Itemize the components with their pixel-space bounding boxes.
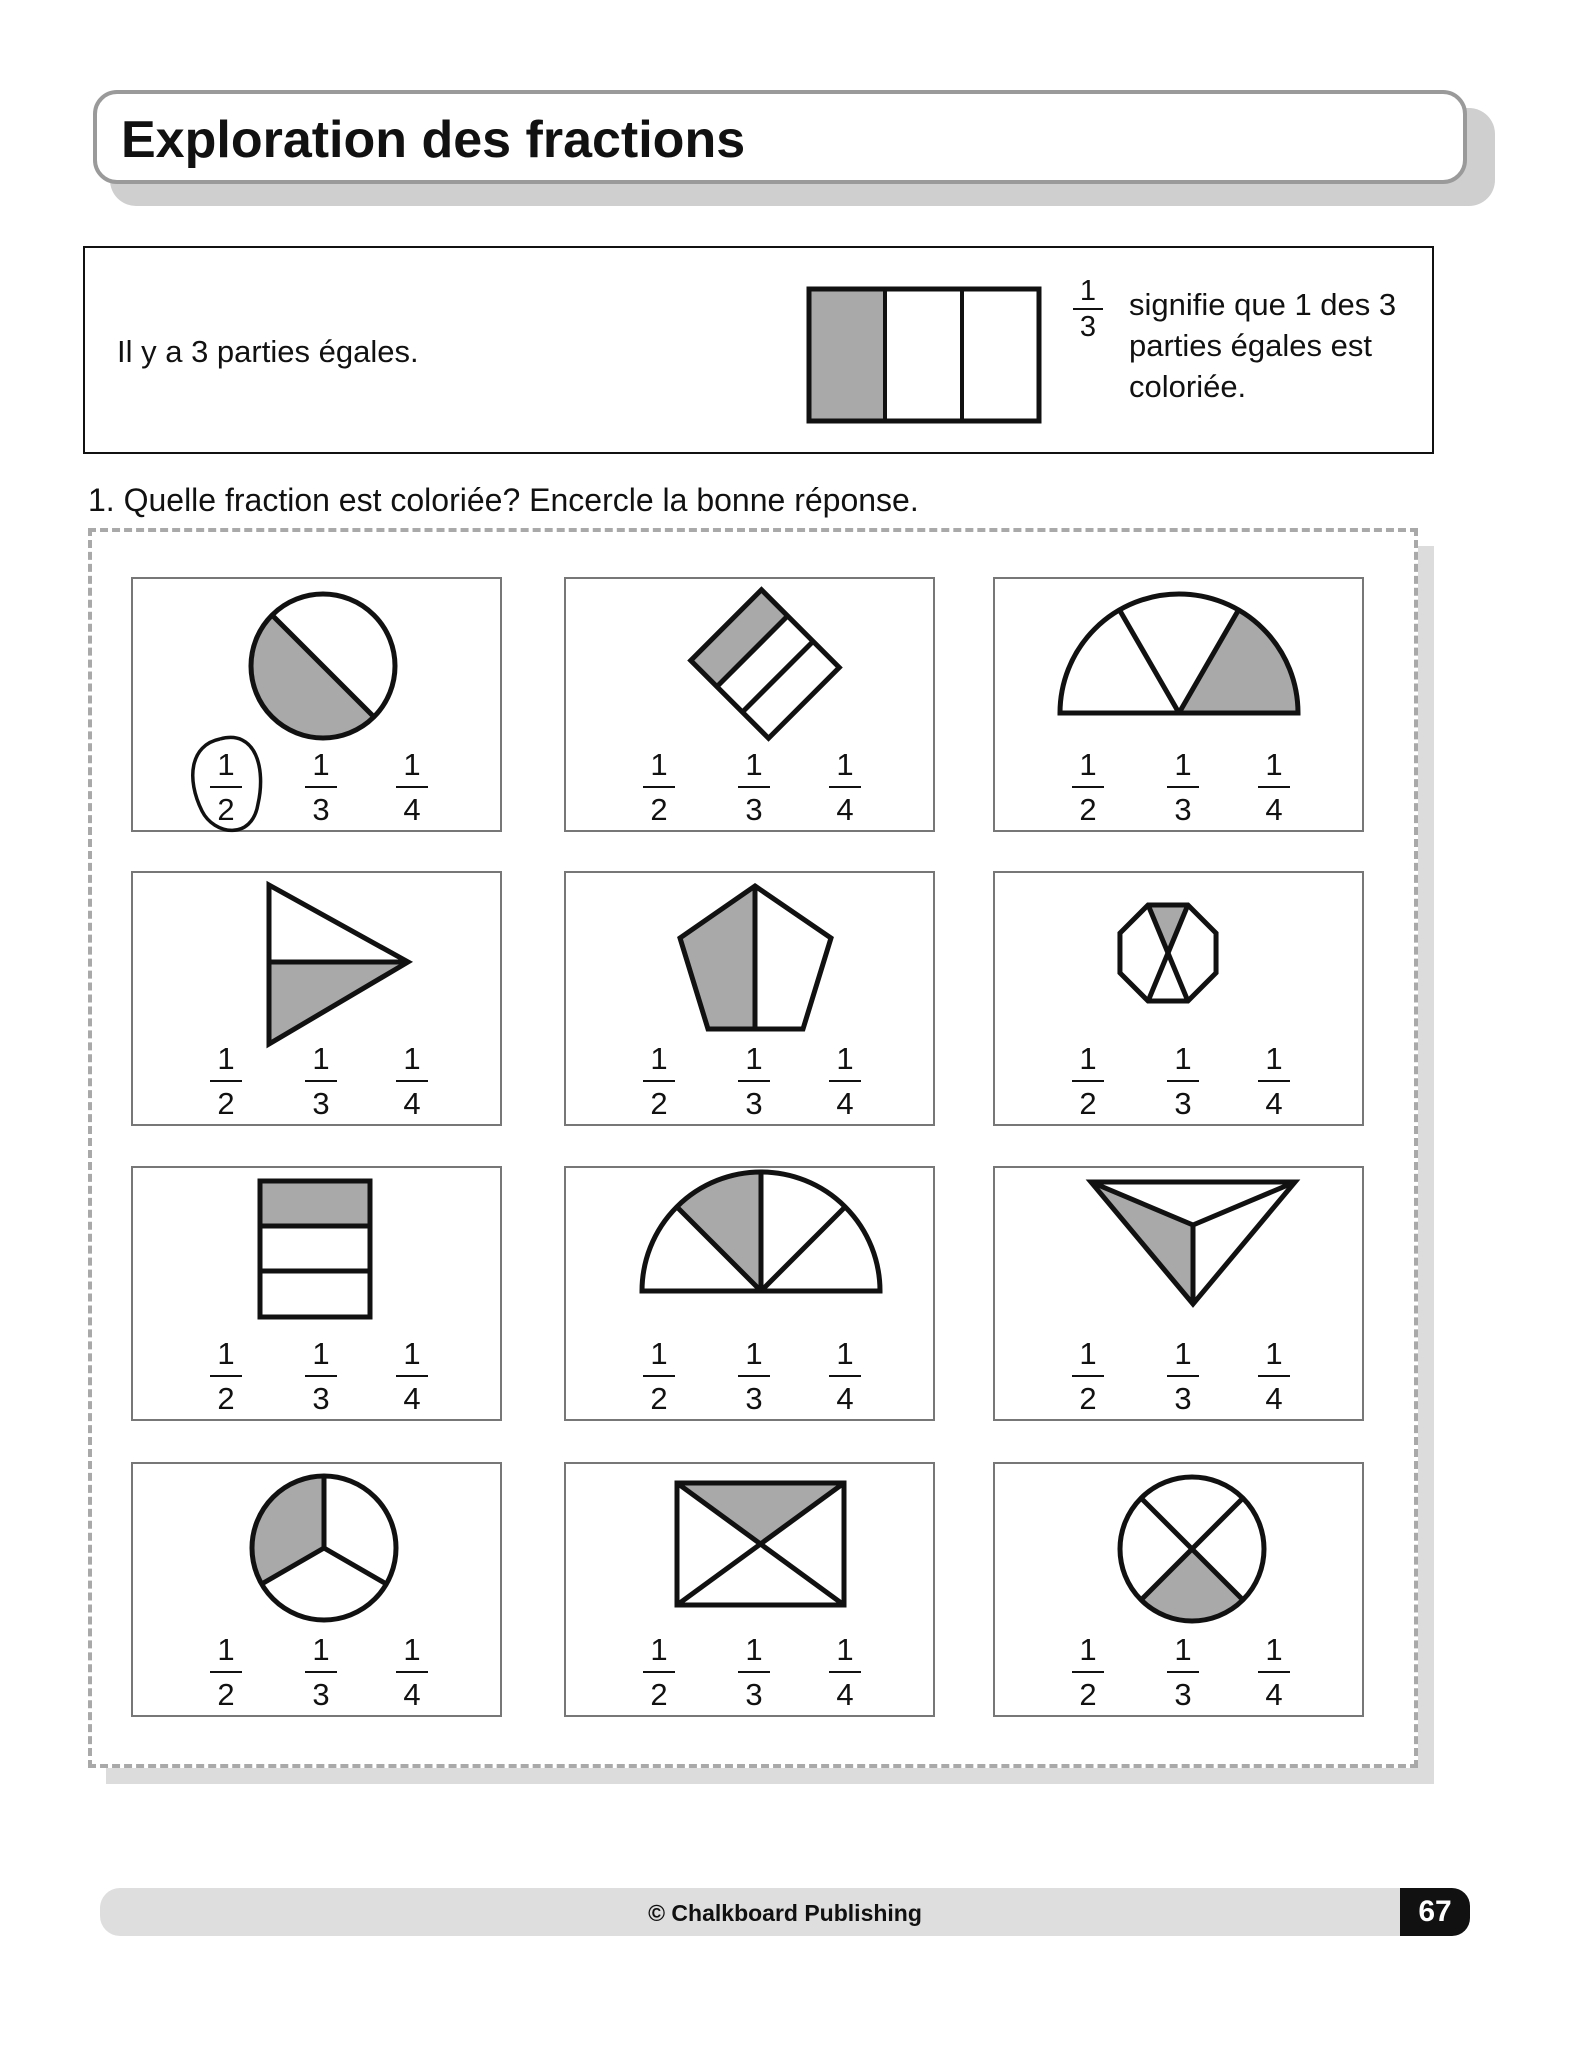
numerator: 1 (217, 1632, 235, 1667)
denominator: 4 (836, 1086, 854, 1121)
fraction-bar (643, 1080, 675, 1082)
answer-option-1-4[interactable] (825, 1338, 865, 1414)
answer-option-1-4[interactable] (1254, 1634, 1294, 1710)
example-fraction (1073, 276, 1103, 343)
numerator: 1 (745, 1041, 763, 1076)
fraction-bar (643, 1671, 675, 1673)
fraction-bar (1167, 1671, 1199, 1673)
fraction-bar (305, 1671, 337, 1673)
page-number: 67 (1400, 1888, 1470, 1936)
numerator: 1 (403, 1336, 421, 1371)
fraction-bar (396, 1671, 428, 1673)
numerator: 1 (1265, 747, 1283, 782)
denominator: 2 (650, 1381, 668, 1416)
answer-option-1-4[interactable] (1254, 749, 1294, 825)
denominator: 3 (1174, 1677, 1192, 1712)
fraction-bar (1167, 1080, 1199, 1082)
exercise-item-semicircle-thirds (993, 577, 1364, 832)
answer-option-1-4[interactable] (392, 1043, 432, 1119)
answer-option-1-2[interactable] (639, 749, 679, 825)
answer-option-1-2[interactable] (1068, 1338, 1108, 1414)
fraction-bar (829, 1080, 861, 1082)
fraction-bar (1258, 1080, 1290, 1082)
denominator: 2 (1079, 1086, 1097, 1121)
fraction-bar (1258, 786, 1290, 788)
denominator: 3 (312, 1381, 330, 1416)
answer-option-1-2[interactable] (206, 1338, 246, 1414)
denominator: 2 (217, 1677, 235, 1712)
numerator: 1 (1174, 1632, 1192, 1667)
fraction-bar (738, 1375, 770, 1377)
denominator: 2 (217, 1381, 235, 1416)
exercise-item-rectangle-quarters (564, 1462, 935, 1717)
answer-option-1-2[interactable] (1068, 1043, 1108, 1119)
page-title: Exploration des fractions (121, 111, 746, 169)
numerator: 1 (745, 1336, 763, 1371)
exercise-item-circle-halves (131, 577, 502, 832)
example-box (83, 246, 1434, 454)
exercise-item-semicircle-quarters (564, 1166, 935, 1421)
numerator: 1 (217, 1041, 235, 1076)
answer-option-1-4[interactable] (825, 1043, 865, 1119)
exercise-item-triangle-thirds (993, 1166, 1364, 1421)
example-text: Il y a 3 parties égales. (117, 334, 419, 369)
denominator: 2 (1079, 1677, 1097, 1712)
denominator: 2 (217, 1086, 235, 1121)
denominator: 4 (836, 1677, 854, 1712)
denominator: 3 (745, 1086, 763, 1121)
answer-option-1-4[interactable] (392, 749, 432, 825)
numerator: 1 (745, 1632, 763, 1667)
example-explanation: signifie que 1 des 3 parties égales est coloriée. (1129, 287, 1397, 404)
answer-option-1-3[interactable] (301, 1043, 341, 1119)
answer-option-1-3[interactable] (301, 1634, 341, 1710)
denominator: 3 (1174, 1086, 1192, 1121)
numerator: 1 (836, 747, 854, 782)
fraction-bar (1072, 1080, 1104, 1082)
fraction-bar (210, 1671, 242, 1673)
answer-option-1-3[interactable] (301, 1338, 341, 1414)
answer-option-1-2[interactable] (639, 1338, 679, 1414)
footer-bar (100, 1888, 1470, 1936)
answer-option-1-3[interactable] (734, 1634, 774, 1710)
denominator: 4 (403, 792, 421, 827)
numerator: 1 (1079, 1632, 1097, 1667)
numerator: 1 (1079, 275, 1097, 307)
title-banner (93, 90, 1467, 184)
numerator: 1 (745, 747, 763, 782)
answer-option-1-3[interactable] (734, 1043, 774, 1119)
answer-option-1-2[interactable] (206, 1043, 246, 1119)
fraction-bar (643, 786, 675, 788)
fraction-bar (396, 1375, 428, 1377)
denominator: 3 (1174, 1381, 1192, 1416)
fraction-bar (1072, 1375, 1104, 1377)
exercise-item-circle-thirds (131, 1462, 502, 1717)
fraction-bar (643, 1375, 675, 1377)
answer-option-1-2[interactable] (1068, 749, 1108, 825)
denominator: 4 (1265, 792, 1283, 827)
answer-option-1-4[interactable] (1254, 1043, 1294, 1119)
answer-option-1-4[interactable] (392, 1338, 432, 1414)
numerator: 1 (1079, 747, 1097, 782)
denominator: 4 (836, 1381, 854, 1416)
denominator: 3 (1174, 792, 1192, 827)
denominator: 4 (403, 1677, 421, 1712)
answer-option-1-3[interactable] (734, 1338, 774, 1414)
numerator: 1 (312, 747, 330, 782)
answer-option-1-3[interactable] (301, 749, 341, 825)
numerator: 1 (1265, 1041, 1283, 1076)
answer-option-1-2[interactable] (1068, 1634, 1108, 1710)
denominator: 2 (650, 792, 668, 827)
answer-option-1-4[interactable] (825, 749, 865, 825)
numerator: 1 (1174, 1336, 1192, 1371)
denominator: 4 (403, 1381, 421, 1416)
fraction-bar (738, 786, 770, 788)
numerator: 1 (217, 747, 235, 782)
numerator: 1 (403, 747, 421, 782)
answer-option-1-4[interactable] (392, 1634, 432, 1710)
numerator: 1 (403, 1632, 421, 1667)
exercise-item-pentagon-halves (564, 871, 935, 1126)
denominator: 2 (1079, 792, 1097, 827)
shaded-part (809, 289, 885, 421)
numerator: 1 (1265, 1632, 1283, 1667)
numerator: 1 (1174, 747, 1192, 782)
answer-option-1-2[interactable] (639, 1634, 679, 1710)
fraction-bar (1167, 1375, 1199, 1377)
denominator: 3 (745, 1381, 763, 1416)
fraction-bar (305, 1375, 337, 1377)
fraction-bar (1258, 1375, 1290, 1377)
numerator: 1 (1174, 1041, 1192, 1076)
denominator: 3 (312, 1677, 330, 1712)
fraction-bar (1073, 308, 1103, 310)
answer-option-1-3[interactable] (1163, 749, 1203, 825)
fraction-bar (210, 786, 242, 788)
numerator: 1 (403, 1041, 421, 1076)
denominator: 2 (650, 1086, 668, 1121)
fraction-bar (738, 1671, 770, 1673)
denominator: 3 (745, 1677, 763, 1712)
answer-option-1-4[interactable] (825, 1634, 865, 1710)
copyright: © Chalkboard Publishing (648, 1900, 922, 1926)
answer-option-1-3[interactable] (1163, 1634, 1203, 1710)
fraction-bar (1072, 786, 1104, 788)
exercise-item-triangle-halves (131, 871, 502, 1126)
denominator: 3 (312, 792, 330, 827)
fraction-bar (829, 786, 861, 788)
denominator: 3 (312, 1086, 330, 1121)
numerator: 1 (1079, 1041, 1097, 1076)
denominator: 2 (650, 1677, 668, 1712)
numerator: 1 (836, 1336, 854, 1371)
numerator: 1 (836, 1041, 854, 1076)
answer-option-1-3[interactable] (734, 749, 774, 825)
denominator: 4 (403, 1086, 421, 1121)
fraction-bar (738, 1080, 770, 1082)
exercise-item-octagon-quarters (993, 871, 1364, 1126)
denominator: 3 (745, 792, 763, 827)
fraction-bar (1258, 1671, 1290, 1673)
fraction-bar (210, 1375, 242, 1377)
example-thirds-bar (806, 286, 1042, 424)
fraction-bar (210, 1080, 242, 1082)
fraction-bar (305, 1080, 337, 1082)
numerator: 1 (836, 1632, 854, 1667)
denominator: 2 (217, 792, 235, 827)
numerator: 1 (312, 1632, 330, 1667)
answer-option-1-4[interactable] (1254, 1338, 1294, 1414)
numerator: 1 (312, 1336, 330, 1371)
denominator: 3 (1079, 311, 1097, 344)
fraction-bar (829, 1375, 861, 1377)
answer-option-1-2[interactable] (206, 749, 246, 825)
fraction-bar (1167, 786, 1199, 788)
answer-option-1-2[interactable] (206, 1634, 246, 1710)
exercise-item-rotated-rectangle-thirds (564, 577, 935, 832)
numerator: 1 (312, 1041, 330, 1076)
exercise-item-rectangle-thirds (131, 1166, 502, 1421)
denominator: 2 (1079, 1381, 1097, 1416)
answer-option-1-2[interactable] (639, 1043, 679, 1119)
numerator: 1 (217, 1336, 235, 1371)
numerator: 1 (650, 1632, 668, 1667)
fraction-bar (396, 786, 428, 788)
numerator: 1 (1265, 1336, 1283, 1371)
numerator: 1 (650, 1336, 668, 1371)
denominator: 4 (1265, 1677, 1283, 1712)
fraction-bar (1072, 1671, 1104, 1673)
question-1: 1. Quelle fraction est coloriée? Encercle la bonne réponse. (88, 482, 919, 518)
exercise-item-circle-quarters (993, 1462, 1364, 1717)
fraction-bar (396, 1080, 428, 1082)
denominator: 4 (1265, 1086, 1283, 1121)
denominator: 4 (836, 792, 854, 827)
fraction-bar (305, 786, 337, 788)
numerator: 1 (650, 747, 668, 782)
answer-option-1-3[interactable] (1163, 1338, 1203, 1414)
numerator: 1 (650, 1041, 668, 1076)
numerator: 1 (1079, 1336, 1097, 1371)
fraction-bar (829, 1671, 861, 1673)
denominator: 4 (1265, 1381, 1283, 1416)
answer-option-1-3[interactable] (1163, 1043, 1203, 1119)
